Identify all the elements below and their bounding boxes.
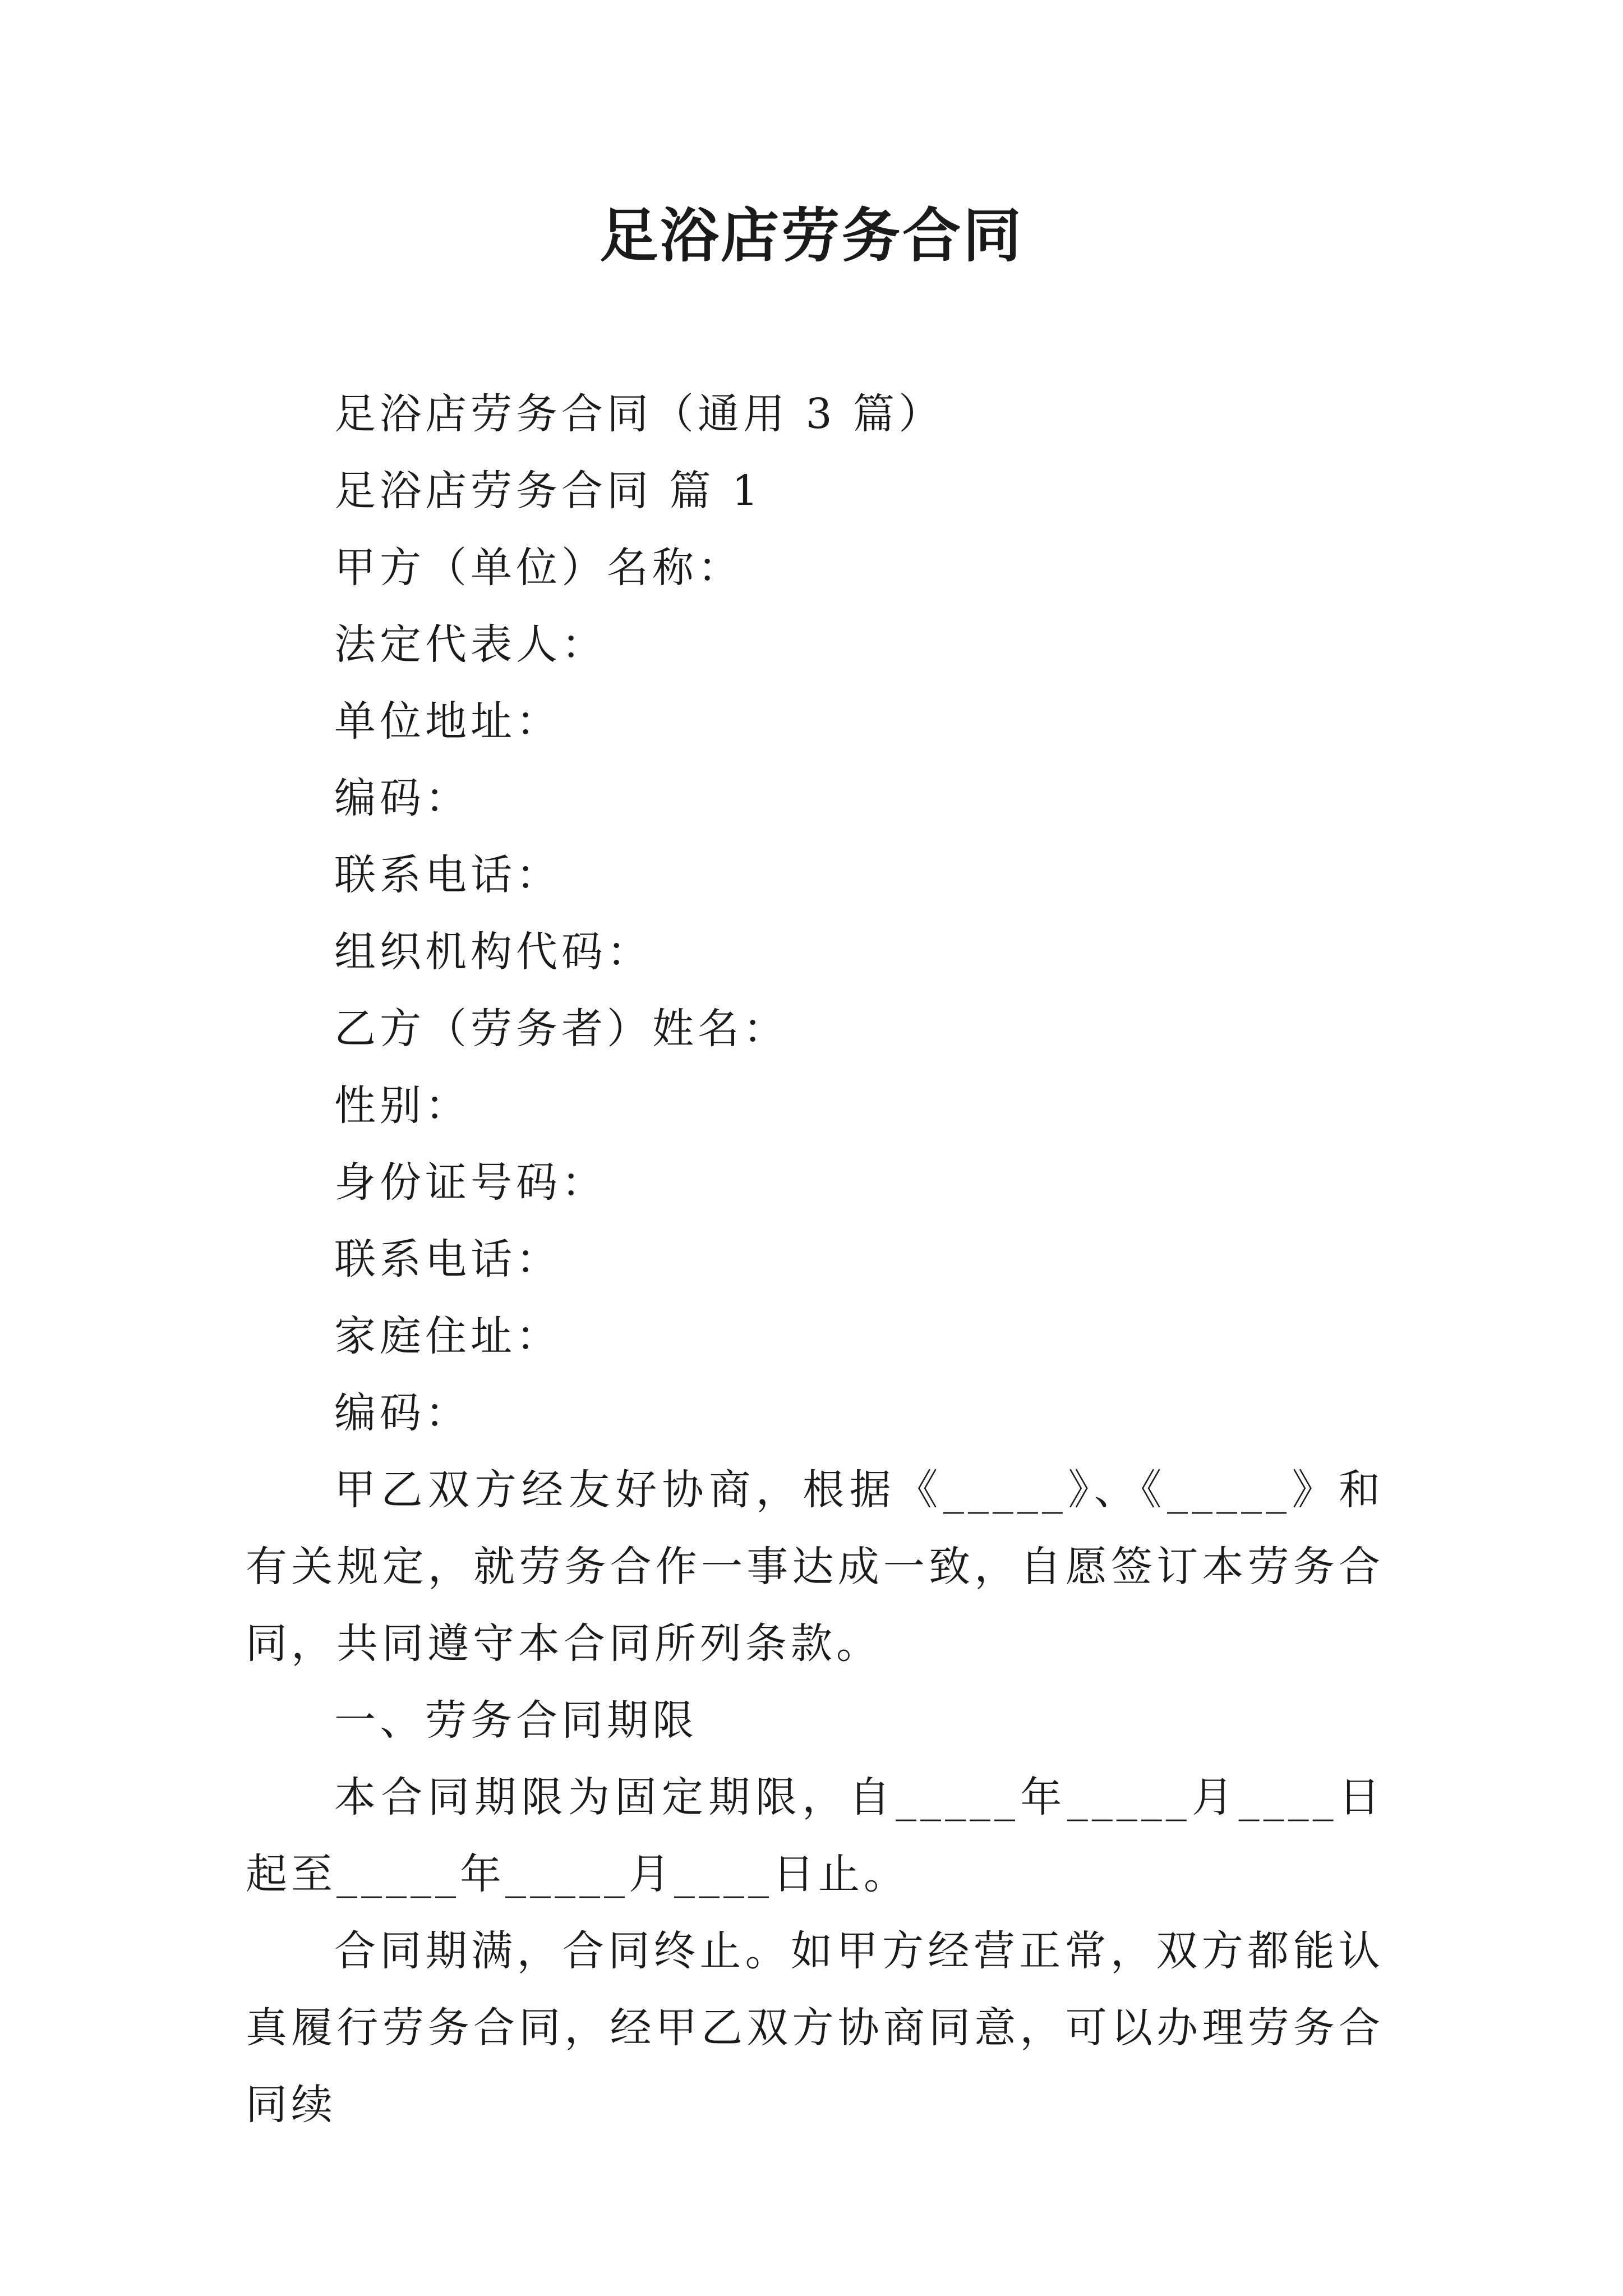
agreement-paragraph: 甲乙双方经友好协商，根据《_____》、《_____》和有关规定，就劳务合作一事达成一致，自愿签订本劳务合同，共同遵守本合同所列条款。 (246, 1466, 1384, 1668)
contract-renewal-paragraph: 合同期满，合同终止。如甲方经营正常，双方都能认真履行劳务合同，经甲乙双方协商同意，可以办理劳务合同续 (246, 1927, 1384, 2129)
id-number-field: 身份证号码： (334, 1158, 607, 1207)
party-a-name-field: 甲方（单位）名称： (334, 544, 743, 592)
organization-code-field: 组织机构代码： (334, 928, 652, 976)
home-address-field: 家庭住址： (334, 1312, 561, 1360)
subtitle-line: 足浴店劳务合同（通用 3 篇） (334, 390, 944, 438)
party-a-phone-field: 联系电话： (334, 851, 561, 899)
document-title: 足浴店劳务合同 (599, 201, 1023, 270)
legal-representative-field: 法定代表人： (334, 620, 607, 669)
contract-term-heading: 一、劳务合同期限 (334, 1696, 698, 1745)
party-b-phone-field: 联系电话： (334, 1235, 561, 1283)
party-a-postcode-field: 编码： (334, 774, 471, 822)
contract-term-paragraph: 本合同期限为固定期限，自_____年_____月____日起至_____年_____月____日止。 (246, 1773, 1384, 1898)
gender-field: 性别： (334, 1082, 471, 1130)
party-b-postcode-field: 编码： (334, 1389, 471, 1437)
party-b-name-field: 乙方（劳务者）姓名： (334, 1005, 789, 1053)
company-address-field: 单位地址： (334, 697, 561, 746)
section-heading-line: 足浴店劳务合同 篇 1 (334, 467, 763, 515)
document-body (246, 376, 1384, 2143)
